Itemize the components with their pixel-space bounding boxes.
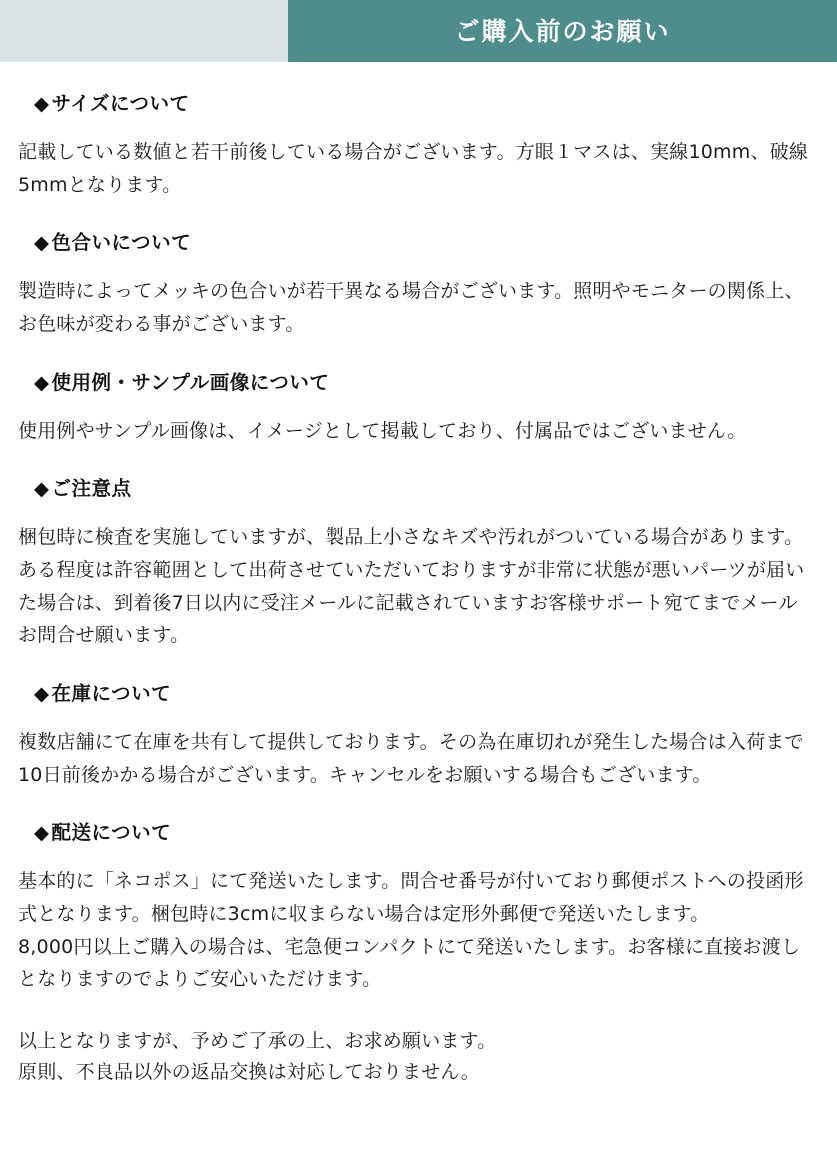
diamond-icon: ◆ bbox=[34, 682, 50, 706]
section-heading bbox=[18, 473, 815, 501]
section-paragraph: 製造時によってメッキの色合いが若干異なる場合がございます。照明やモニターの関係上、お色味が変わる事がございます。 bbox=[18, 280, 804, 336]
diamond-icon: ◆ bbox=[34, 231, 50, 255]
section-heading-label: 配送について bbox=[51, 821, 172, 845]
section-heading bbox=[18, 88, 815, 116]
diamond-icon: ◆ bbox=[34, 477, 50, 501]
section-heading-label: 在庫について bbox=[51, 682, 172, 706]
section-heading bbox=[18, 678, 815, 706]
section-sample-images bbox=[18, 367, 815, 448]
header-band bbox=[0, 0, 837, 62]
section-color bbox=[18, 227, 815, 340]
header-band-center bbox=[288, 0, 837, 62]
section-paragraph: 複数店舗にて在庫を共有して提供しております。その為在庫切れが発生した場合は入荷まで10日前後かかる場合がございます。キャンセルをお願いする場合もございます。 bbox=[18, 731, 804, 786]
closing-note bbox=[18, 1026, 815, 1088]
header-band-left-spacer bbox=[0, 0, 288, 62]
diamond-icon: ◆ bbox=[34, 92, 50, 115]
diamond-icon: ◆ bbox=[34, 370, 50, 394]
section-notes bbox=[18, 473, 815, 652]
closing-line: 原則、不良品以外の返品交換は対応しておりません。 bbox=[18, 1060, 480, 1083]
section-heading-label: 使用例・サンプル画像について bbox=[51, 370, 330, 394]
section-paragraph: 8,000円以上ご購入の場合は、宅急便コンパクトにて発送いたします。お客様に直接お渡しとなりますのでよりご安心いただけます。 bbox=[18, 935, 801, 991]
section-size bbox=[18, 88, 815, 201]
section-paragraph: 基本的に「ネコポス」にて発送いたします。問合せ番号が付いており郵便ポストへの投函形式となります。梱包時に3cmに収まらない場合は定形外郵便で発送いたします。 bbox=[18, 870, 804, 926]
content-body bbox=[0, 88, 837, 1088]
section-stock bbox=[18, 678, 815, 791]
section-heading-label: サイズについて bbox=[51, 92, 190, 115]
section-paragraph: 梱包時に検査を実施していますが、製品上小さなキズや汚れがついている場合があります。ある程度は許容範囲として出荷させていただいておりますが非常に状態が悪いパーツが届いた場合は、到着後7日以内に受注メールに記載されていますお客様サポート宛てまでメールお問合せ願います。 bbox=[18, 526, 805, 647]
section-heading bbox=[18, 817, 815, 845]
section-shipping bbox=[18, 817, 815, 996]
section-heading-label: ご注意点 bbox=[51, 477, 132, 501]
closing-line: 以上となりますが、予めご了承の上、お求め願います。 bbox=[18, 1030, 497, 1053]
section-heading-label: 色合いについて bbox=[51, 231, 192, 255]
section-heading bbox=[18, 227, 815, 255]
section-paragraph: 使用例やサンプル画像は、イメージとして掲載しており、付属品ではございません。 bbox=[18, 419, 747, 442]
page-title: ご購入前のお願い bbox=[454, 16, 671, 46]
section-paragraph: 記載している数値と若干前後している場合がございます。方眼１マスは、実線10mm、破線5mmとなります。 bbox=[18, 141, 809, 196]
section-heading bbox=[18, 367, 815, 395]
diamond-icon: ◆ bbox=[34, 821, 50, 845]
